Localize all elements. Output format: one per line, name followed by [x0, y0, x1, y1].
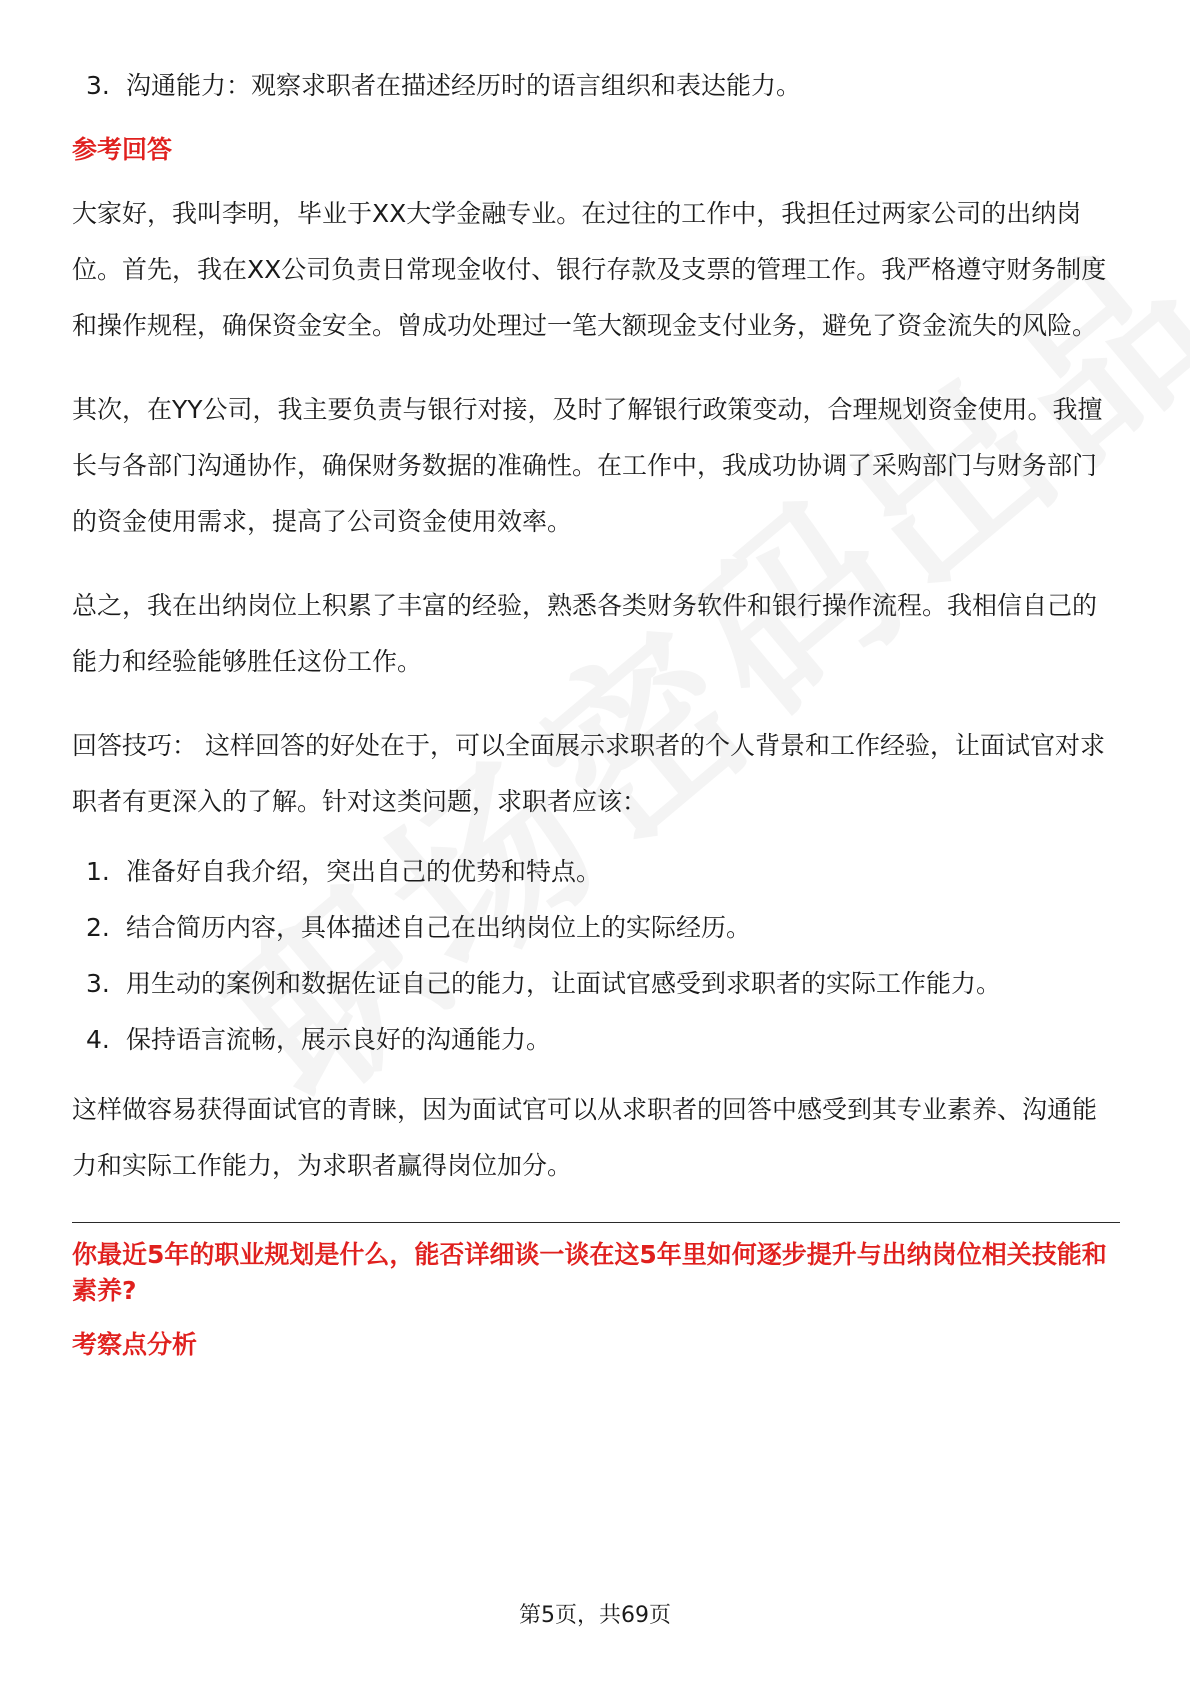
list-text: 准备好自我介绍，突出自己的优势和特点。: [126, 857, 602, 886]
analysis-heading: 考察点分析: [72, 1330, 198, 1359]
list-number: 3.: [86, 71, 110, 100]
list-number: 1.: [86, 857, 110, 886]
list-number: 4.: [86, 1025, 110, 1054]
answer-paragraph-2: 其次，在YY公司，我主要负责与银行对接，及时了解银行政策变动，合理规划资金使用。我擅长与各部门沟通协作，确保财务数据的准确性。在工作中，我成功协调了采购部门与财务部门的资金使用需求，提高了公司资金使用效率。: [72, 395, 1103, 536]
list-text: 保持语言流畅，展示良好的沟通能力。: [126, 1025, 552, 1054]
tips-list: [72, 844, 1120, 1068]
answer-paragraph-1: 大家好，我叫李明，毕业于XX大学金融专业。在过往的工作中，我担任过两家公司的出纳岗位。首先，我在XX公司负责日常现金收付、银行存款及支票的管理工作。我严格遵守财务制度和操作规程，确保资金安全。曾成功处理过一笔大额现金支付业务，避免了资金流失的风险。: [72, 199, 1107, 340]
list-text: 沟通能力：观察求职者在描述经历时的语言组织和表达能力。: [126, 71, 802, 100]
list-text: 结合简历内容，具体描述自己在出纳岗位上的实际经历。: [126, 913, 752, 942]
list-number: 3.: [86, 969, 110, 998]
list-item: [72, 956, 1120, 1012]
list-item: [72, 900, 1120, 956]
list-item: [72, 1012, 1120, 1068]
page-content: [72, 58, 1120, 1367]
tips-paragraph: 回答技巧： 这样回答的好处在于，可以全面展示求职者的个人背景和工作经验，让面试官对求职者有更深入的了解。针对这类问题，求职者应该：: [72, 731, 1105, 816]
list-item: [72, 844, 1120, 900]
answer-paragraph-3: 总之，我在出纳岗位上积累了丰富的经验，熟悉各类财务软件和银行操作流程。我相信自己的能力和经验能够胜任这份工作。: [72, 591, 1098, 676]
evaluation-list: [72, 58, 1120, 114]
list-item: [72, 58, 1120, 114]
list-number: 2.: [86, 913, 110, 942]
list-text: 用生动的案例和数据佐证自己的能力，让面试官感受到求职者的实际工作能力。: [126, 969, 1002, 998]
page-footer: 第5页，共69页: [519, 1603, 671, 1628]
next-question-heading: 你最近5年的职业规划是什么，能否详细谈一谈在这5年里如何逐步提升与出纳岗位相关技能和素养?: [72, 1240, 1107, 1305]
reference-answer-heading: 参考回答: [72, 135, 173, 164]
closing-paragraph: 这样做容易获得面试官的青睐，因为面试官可以从求职者的回答中感受到其专业素养、沟通能力和实际工作能力，为求职者赢得岗位加分。: [72, 1095, 1098, 1180]
